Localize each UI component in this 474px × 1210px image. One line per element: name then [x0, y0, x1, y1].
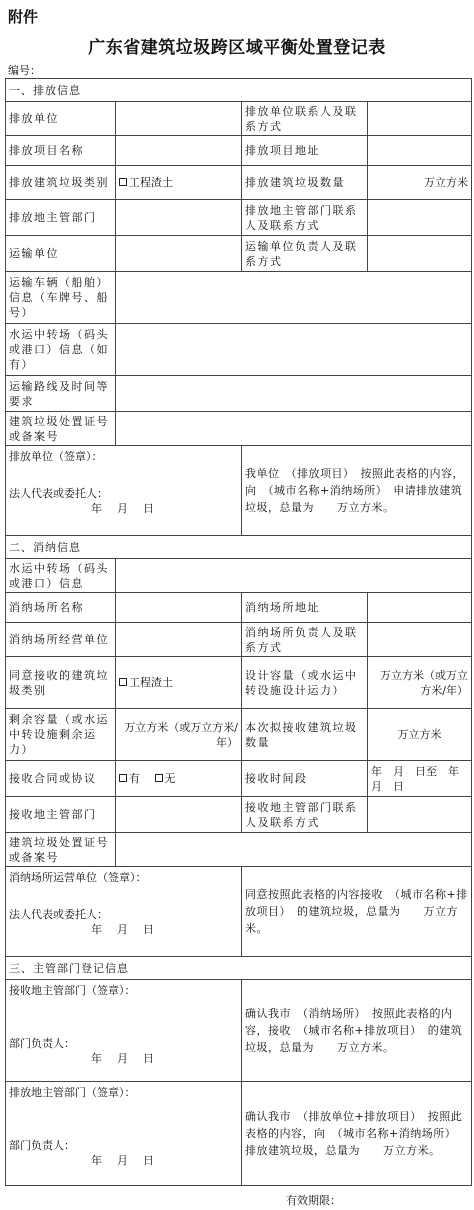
checkbox-icon[interactable]: [155, 774, 163, 782]
label-route-time: 运输路线及时间等要求: [6, 376, 116, 412]
legal-representative-label: 法人代表或委托人：: [9, 908, 108, 921]
attachment-label: 附件: [8, 8, 39, 26]
discharge-statement: 我单位 （排放项目） 按照此表格的内容，向 （城市名称+消纳场所） 申请排放建筑垃圾，总量为 万立方米。: [242, 446, 472, 536]
label-receive-authority: 接收地主管部门: [6, 797, 116, 833]
label-transport-contact: 运输单位负责人及联系方式: [242, 236, 368, 272]
label-design-capacity: 设计容量（或水运中转设施设计运力）: [242, 657, 368, 709]
label-site-name: 消纳场所名称: [6, 593, 116, 623]
discharge-authority-seal-label: 排放地主管部门（签章）：: [9, 1086, 136, 1099]
label-waste-quantity: 排放建筑垃圾数量: [242, 166, 368, 200]
disposal-signature-block[interactable]: [6, 867, 242, 957]
field-contract[interactable]: [116, 761, 242, 797]
field-planned-quantity[interactable]: [368, 709, 472, 761]
signature-date: 年 月 日: [91, 1154, 156, 1167]
label-receive-authority-contact: 接收地主管部门联系人及联系方式: [242, 797, 368, 833]
field-project-name[interactable]: [116, 136, 242, 166]
label-discharge-authority-contact: 排放地主管部门联系人及联系方式: [242, 200, 368, 236]
unit-label: 万立方米: [397, 728, 442, 741]
field-accepted-type[interactable]: [116, 657, 242, 709]
label-permit-number: 建筑垃圾处置证号或备案号: [6, 412, 116, 446]
label-receive-period: 接收时间段: [242, 761, 368, 797]
field-receive-authority[interactable]: [116, 797, 242, 833]
label-site-manager: 消纳场所负责人及联系方式: [242, 623, 368, 657]
field-permit-number[interactable]: [116, 412, 472, 446]
unit-label: 万立方米（或万立方米/年）: [380, 668, 468, 697]
checkbox-icon[interactable]: [119, 678, 127, 686]
field-site-operator[interactable]: [116, 623, 242, 657]
option-no: 无: [164, 772, 176, 785]
site-operator-seal-label: 消纳场所运营单位（签章）：: [9, 871, 147, 884]
field-water-transfer[interactable]: [116, 324, 472, 376]
field-site-manager[interactable]: [368, 623, 472, 657]
field-discharge-unit[interactable]: [116, 102, 242, 136]
signature-date: 年 月 日: [91, 502, 156, 515]
dept-head-label: 部门负责人：: [9, 1139, 75, 1152]
field-site-address[interactable]: [368, 593, 472, 623]
section-heading-discharge: 一、排放信息: [6, 79, 472, 102]
label-remaining-capacity: 剩余容量（或水运中转设施剩余运力）: [6, 709, 116, 761]
discharge-authority-signature-block[interactable]: [6, 1082, 242, 1186]
field-discharge-authority[interactable]: [116, 200, 242, 236]
field-permit-number-2[interactable]: [116, 833, 472, 867]
serial-number-label: 编号：: [8, 64, 41, 77]
label-water-transfer-2: 水运中转场（码头或港口）信息: [6, 559, 116, 593]
field-water-transfer-2[interactable]: [116, 559, 472, 593]
label-water-transfer: 水运中转场（码头或港口）信息（如有）: [6, 324, 116, 376]
field-route-time[interactable]: [116, 376, 472, 412]
field-discharge-unit-contact[interactable]: [368, 102, 472, 136]
option-earthwork-residue: 工程渣土: [129, 676, 173, 689]
option-earthwork-residue: 工程渣土: [129, 176, 173, 189]
section-heading-registration: 三、主管部门登记信息: [6, 957, 472, 980]
unit-label: 万立方米（或万立方米/年）: [124, 720, 238, 749]
field-transport-unit[interactable]: [116, 236, 242, 272]
field-design-capacity[interactable]: [368, 657, 472, 709]
field-transport-contact[interactable]: [368, 236, 472, 272]
label-permit-number-2: 建筑垃圾处置证号或备案号: [6, 833, 116, 867]
legal-representative-label: 法人代表或委托人：: [9, 487, 108, 500]
label-waste-type: 排放建筑垃圾类别: [6, 166, 116, 200]
field-site-name[interactable]: [116, 593, 242, 623]
signature-date: 年 月 日: [91, 1052, 156, 1065]
unit-label: 万立方米: [424, 176, 468, 189]
discharge-unit-seal-label: 排放单位（签章）：: [9, 450, 103, 463]
checkbox-icon[interactable]: [119, 774, 127, 782]
validity-period-label: 有效期限：: [286, 1194, 341, 1207]
section-heading-disposal: 二、消纳信息: [6, 536, 472, 559]
discharge-signature-block[interactable]: [6, 446, 242, 536]
field-receive-period[interactable]: 年 月 日至 年 月 日: [368, 761, 472, 797]
label-site-operator: 消纳场所经营单位: [6, 623, 116, 657]
registration-form-table: [5, 78, 472, 1186]
disposal-statement: 同意按照此表格的内容接收 （城市名称+排放项目） 的建筑垃圾，总量为 万立方米。: [242, 867, 472, 957]
dept-head-label: 部门负责人：: [9, 1037, 75, 1050]
label-planned-quantity: 本次拟接收建筑垃圾数量: [242, 709, 368, 761]
label-accepted-type: 同意接收的建筑垃圾类别: [6, 657, 116, 709]
label-discharge-authority: 排放地主管部门: [6, 200, 116, 236]
label-transport-unit: 运输单位: [6, 236, 116, 272]
label-discharge-unit: 排放单位: [6, 102, 116, 136]
label-contract: 接收合同或协议: [6, 761, 116, 797]
label-vehicle-info: 运输车辆（船舶）信息（车牌号、船号）: [6, 272, 116, 324]
receive-authority-statement: 确认我市 （消纳场所） 按照此表格的内容，接收 （城市名称+排放项目） 的建筑垃圾，总量为 万立方米。: [242, 980, 472, 1082]
field-vehicle-info[interactable]: [116, 272, 472, 324]
receive-authority-seal-label: 接收地主管部门（签章）：: [9, 984, 136, 997]
label-discharge-unit-contact: 排放单位联系人及联系方式: [242, 102, 368, 136]
signature-date: 年 月 日: [91, 923, 156, 936]
label-site-address: 消纳场所地址: [242, 593, 368, 623]
field-remaining-capacity[interactable]: [116, 709, 242, 761]
label-project-name: 排放项目名称: [6, 136, 116, 166]
field-discharge-authority-contact[interactable]: [368, 200, 472, 236]
form-title: 广东省建筑垃圾跨区域平衡处置登记表: [88, 38, 386, 58]
receive-authority-signature-block[interactable]: [6, 980, 242, 1082]
field-waste-type[interactable]: [116, 166, 242, 200]
field-waste-quantity[interactable]: [368, 166, 472, 200]
checkbox-icon[interactable]: [119, 178, 127, 186]
field-project-address[interactable]: [368, 136, 472, 166]
label-project-address: 排放项目地址: [242, 136, 368, 166]
field-receive-authority-contact[interactable]: [368, 797, 472, 833]
option-yes: 有: [129, 772, 140, 785]
discharge-authority-statement: 确认我市 （排放单位+排放项目） 按照此表格的内容，向 （城市名称+消纳场所） 排放建筑垃圾，总量为 万立方米。: [242, 1082, 472, 1186]
